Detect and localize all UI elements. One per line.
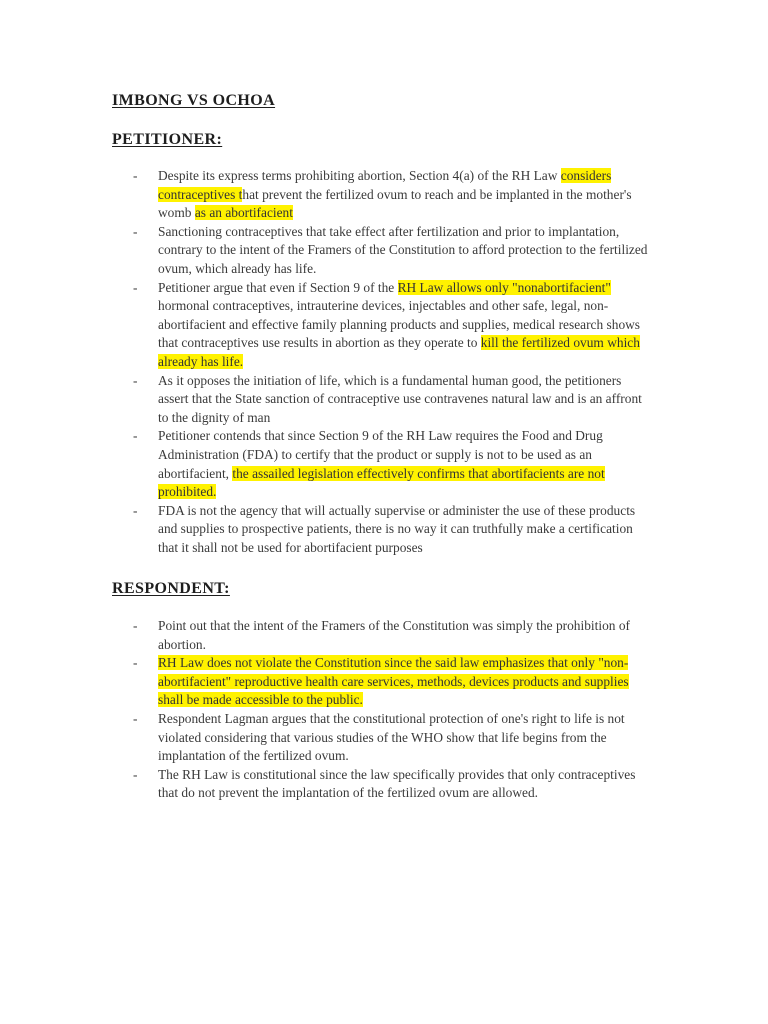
body-text: Petitioner argue that even if Section 9 of the: [158, 279, 398, 295]
respondent-bullet-item: [133, 766, 653, 803]
petitioner-bullet-list: [133, 167, 653, 557]
petitioner-heading: PETITIONER:: [112, 131, 223, 148]
bullet-dash: -: [133, 710, 138, 726]
body-text: Respondent Lagman argues that the constitutional protection of one's right to life is not violated considering that various studies of the WHO show that life begins from the implantation of the fertilized ovum.: [158, 710, 625, 764]
body-text: FDA is not the agency that will actually supervise or administer the use of these products and supplies to prospective patients, there is no way it can truthfully make a certification that it shall not be used for abortifacient purposes: [158, 502, 636, 555]
bullet-dash: -: [133, 223, 138, 239]
petitioner-bullet-item: [133, 223, 653, 279]
bullet-dash: -: [133, 618, 138, 633]
document-title: IMBONG VS OCHOA: [112, 92, 276, 109]
respondent-bullet-item: [133, 617, 653, 654]
body-text: As it opposes the initiation of life, which is a fundamental human good, the petitioners assert that the State sanction of contraceptive use contravenes natural law and is an affront to the dignity of man: [158, 372, 642, 425]
body-text: Petitioner contends that since Section 9 of the RH Law requires the Food and Drug Administration (FDA) to certify that the product or supply is not to be used as an abortifacient,: [158, 428, 603, 481]
bullet-dash: -: [133, 372, 138, 388]
petitioner-bullet-item: [133, 372, 653, 428]
body-text: Sanctioning contraceptives that take effect after fertilization and prior to implantation, contrary to the intent of the Framers of the Constitution to afford protection to the fertilized ovum, which already has life.: [158, 223, 648, 276]
body-text: Despite its express terms prohibiting abortion, Section 4(a) of the RH Law: [158, 168, 561, 183]
respondent-bullet-item: [133, 654, 653, 710]
highlighted-text: RH Law allows only "nonabortifacient": [397, 279, 611, 295]
highlighted-text: the assailed legislation effectively confirms that abortifacients are not prohibited.: [158, 465, 605, 500]
bullet-dash: -: [133, 502, 138, 518]
bullet-dash: -: [133, 279, 138, 295]
bullet-dash: -: [133, 766, 138, 782]
bullet-dash: -: [133, 428, 138, 444]
petitioner-bullet-item: [133, 279, 653, 372]
bullet-dash: -: [133, 168, 138, 183]
highlighted-text: RH Law does not violate the Constitution since the said law emphasizes that only "non-abortifacient" reproductive health care services, methods, devices products and supplies shall be made accessible to the public.: [158, 655, 629, 708]
highlighted-text: considers contraceptives t: [158, 168, 612, 202]
petitioner-bullet-item: [133, 167, 653, 223]
highlighted-text: as an abortifacient: [194, 205, 293, 221]
respondent-heading: RESPONDENT:: [112, 580, 230, 597]
petitioner-bullet-item: [133, 427, 653, 501]
respondent-bullet-list: [133, 617, 653, 803]
body-text: hat prevent the fertilized ovum to reach and be implanted in the mother's womb: [158, 186, 632, 221]
bullet-dash: -: [133, 655, 138, 671]
respondent-bullet-item: [133, 710, 653, 766]
petitioner-bullet-item: [133, 502, 653, 558]
body-text: The RH Law is constitutional since the law specifically provides that only contraceptives that do not prevent the implantation of the fertilized ovum are allowed.: [158, 766, 636, 801]
highlighted-text: kill the fertilized ovum which already has life.: [158, 335, 640, 369]
body-text: Point out that the intent of the Framers of the Constitution was simply the prohibition of abortion.: [158, 618, 630, 652]
body-text: hormonal contraceptives, intrauterine devices, injectables and other safe, legal, non-abortifacient and effective family planning products and supplies, medical research shows that contraceptives use results in abortion as they operate to: [158, 298, 641, 351]
